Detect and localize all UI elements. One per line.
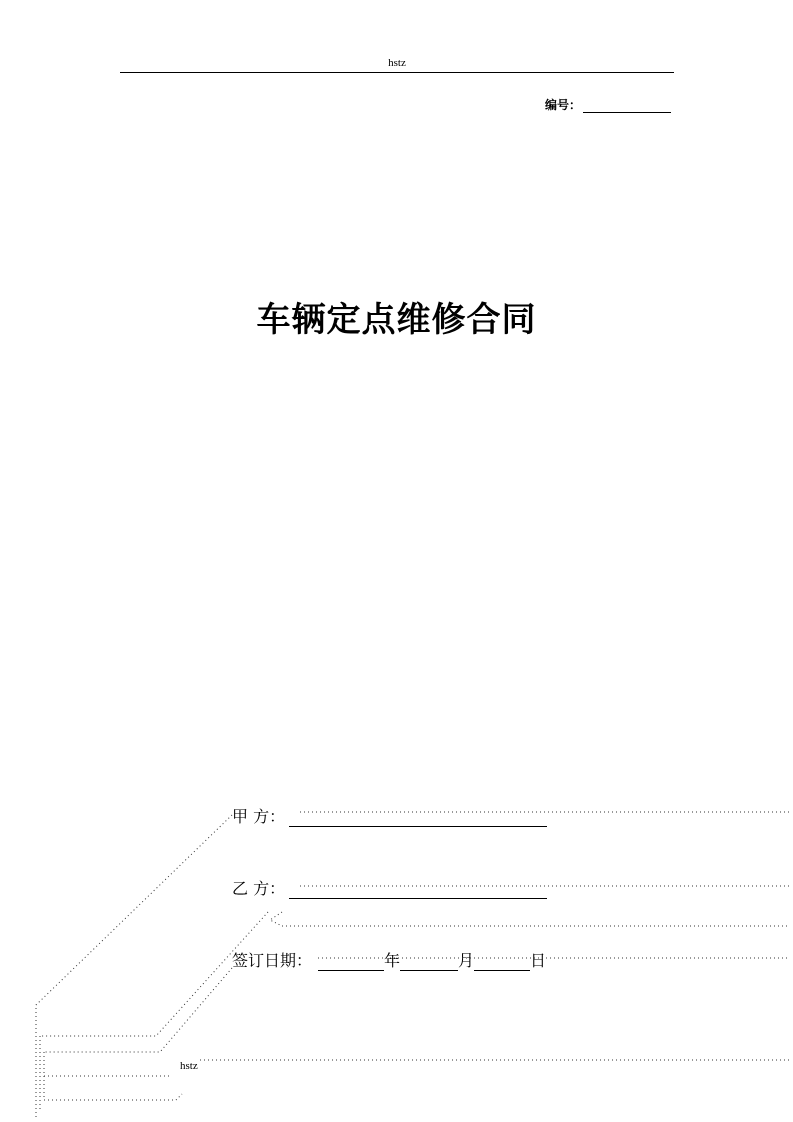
document-title: 车辆定点维修合同 — [256, 300, 537, 340]
party-a-label: 甲 方： — [232, 807, 286, 826]
footer-text: hstz — [180, 1060, 198, 1072]
sign-day-label: 日 — [530, 951, 547, 970]
sign-date-label: 签订日期： — [232, 951, 313, 970]
guide-diagonal-b — [40, 912, 268, 1036]
sign-year-label: 年 — [384, 951, 401, 970]
party-b-label: 乙 方： — [232, 879, 286, 898]
guide-diagonal-c — [270, 912, 282, 926]
header-text: hstz — [388, 57, 406, 69]
sign-month-label: 月 — [458, 951, 475, 970]
guide-diagonal-a — [36, 815, 232, 1118]
doc-number-label: 编号： — [545, 98, 582, 112]
guide-diagonal-d — [44, 968, 232, 1052]
